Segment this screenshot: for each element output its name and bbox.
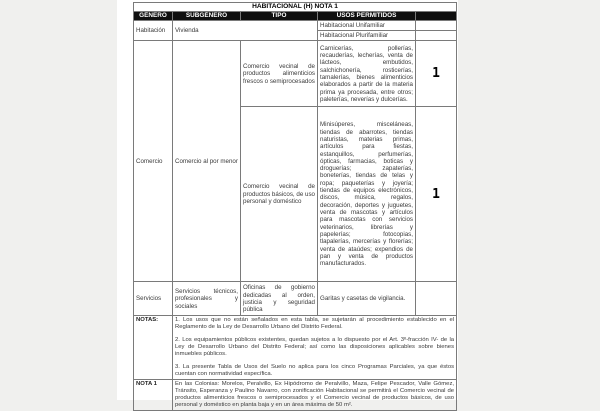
cell-usos-comercio-alimenticios: Carnicerías, pollerías, recauderías, lecherías, venta de lácteos, embutidos, salchichonería, rosticerías, tamalerías, bienes alimenticios elaborados a partir de la materia prima ya procesada, entre otros; paleterías, neverías y dulcerías.	[318, 41, 416, 107]
table-header-row	[134, 11, 457, 20]
nota-item-1: 1. Los usos que no están señalados en esta tabla, se sujetarán al procedimiento establecido en el Reglamento de la Ley de Desarrollo Urbano del Distrito Federal.	[175, 317, 455, 331]
cell-nota-unifamiliar	[416, 20, 457, 30]
cell-tipo-oficinas-gobierno: Oficinas de gobierno dedicadas al orden, justicia y seguridad pública	[241, 282, 318, 316]
table-title-row	[134, 3, 457, 12]
column-header-tipo: TIPO	[241, 11, 318, 20]
nota-1-text	[173, 380, 457, 411]
row-servicios	[134, 282, 457, 316]
cell-nota-servicios	[416, 282, 457, 316]
cell-uso-habitacional-plurifamiliar: Habitacional Plurifamiliar	[318, 31, 416, 41]
cell-subgenero-servicios-tecnicos: Servicios técnicos, profesionales y sociales	[173, 282, 241, 316]
table-title: HABITACIONAL (H) NOTA 1	[134, 3, 457, 12]
nota-item-3: 3. La presente Tabla de Usos del Suelo no aplica para los cinco Programas Parciales, ya que éstos cuentan con normatividad específica.	[175, 364, 455, 378]
nota-1-label: NOTA 1	[134, 380, 173, 411]
nota-1-paragraph: En las Colonias: Morelos, Peralvillo, Ex Hipódromo de Peralvillo, Maza, Felipe Pescador, Valle Gómez, Tránsito, Esperanza y Paulino Navarro, con zonificación Habitacional se permitirá el Comercio vecinal de productos alimenticios frescos o semiprocesados y el Comercio vecinal de productos básicos, de uso personal y doméstico en planta baja y en un área máxima de 50 m².	[175, 381, 455, 409]
land-use-table	[133, 2, 457, 411]
column-header-subgenero: SUBGÉNERO	[173, 11, 241, 20]
cell-genero-habitacion: Habitación	[134, 20, 173, 41]
cell-nota-comercio-basicos: 1	[416, 107, 457, 282]
document-page	[117, 0, 458, 409]
cell-genero-comercio: Comercio	[134, 41, 173, 282]
notas-text	[173, 316, 457, 380]
cell-nota-plurifamiliar	[416, 31, 457, 41]
cell-uso-habitacional-unifamiliar: Habitacional Unifamiliar	[318, 20, 416, 30]
nota-item-2: 2. Los equipamientos públicos existentes, quedan sujetos a lo dispuesto por el Art. 3º-fracción IV- de la Ley de Desarrollo Urbano del Distrito Federal; así como las disposiciones aplicables sobre bienes inmuebles públicos.	[175, 337, 455, 358]
cell-tipo-comercio-alimenticios: Comercio vecinal de productos alimenticios frescos o semiprocesados	[241, 41, 318, 107]
column-header-usos-permitidos: USOS PERMITIDOS	[318, 11, 416, 20]
row-notas	[134, 316, 457, 380]
cell-subgenero-comercio-al-por-menor: Comercio al por menor	[173, 41, 241, 282]
row-nota-1	[134, 380, 457, 411]
notas-label: NOTAS:	[134, 316, 173, 380]
cell-nota-comercio-alimenticios: 1	[416, 41, 457, 107]
column-header-nota	[416, 11, 457, 20]
cell-usos-garitas: Garitas y casetas de vigilancia.	[318, 282, 416, 316]
cell-genero-servicios: Servicios	[134, 282, 173, 316]
cell-tipo-comercio-basicos: Comercio vecinal de productos básicos, de uso personal y doméstico	[241, 107, 318, 282]
column-header-genero: GÉNERO	[134, 11, 173, 20]
row-comercio-alimenticios-frescos	[134, 41, 457, 107]
cell-subgenero-vivienda: Vivienda	[173, 20, 318, 41]
cell-usos-comercio-basicos: Minisúperes, misceláneas, tiendas de abarrotes, tiendas naturistas, materias primas, artículos para fiestas, estanquillos, perfumerías, ópticas, farmacias, boticas y droguerías; zapaterías, boneterías, tiendas de telas y ropa; paqueterías y joyería; tiendas de equipos electrónicos, discos, música, regalos, decoración, deportes y juguetes, venta de mascotas y artículos para mascotas con servicios veterinarios, librerías y papelerías; fotocopias, tlapalerías, mercerías y florerías; venta de ataúdes; expendios de pan y venta de productos manufacturados.	[318, 107, 416, 282]
row-habitacional-unifamiliar	[134, 20, 457, 30]
